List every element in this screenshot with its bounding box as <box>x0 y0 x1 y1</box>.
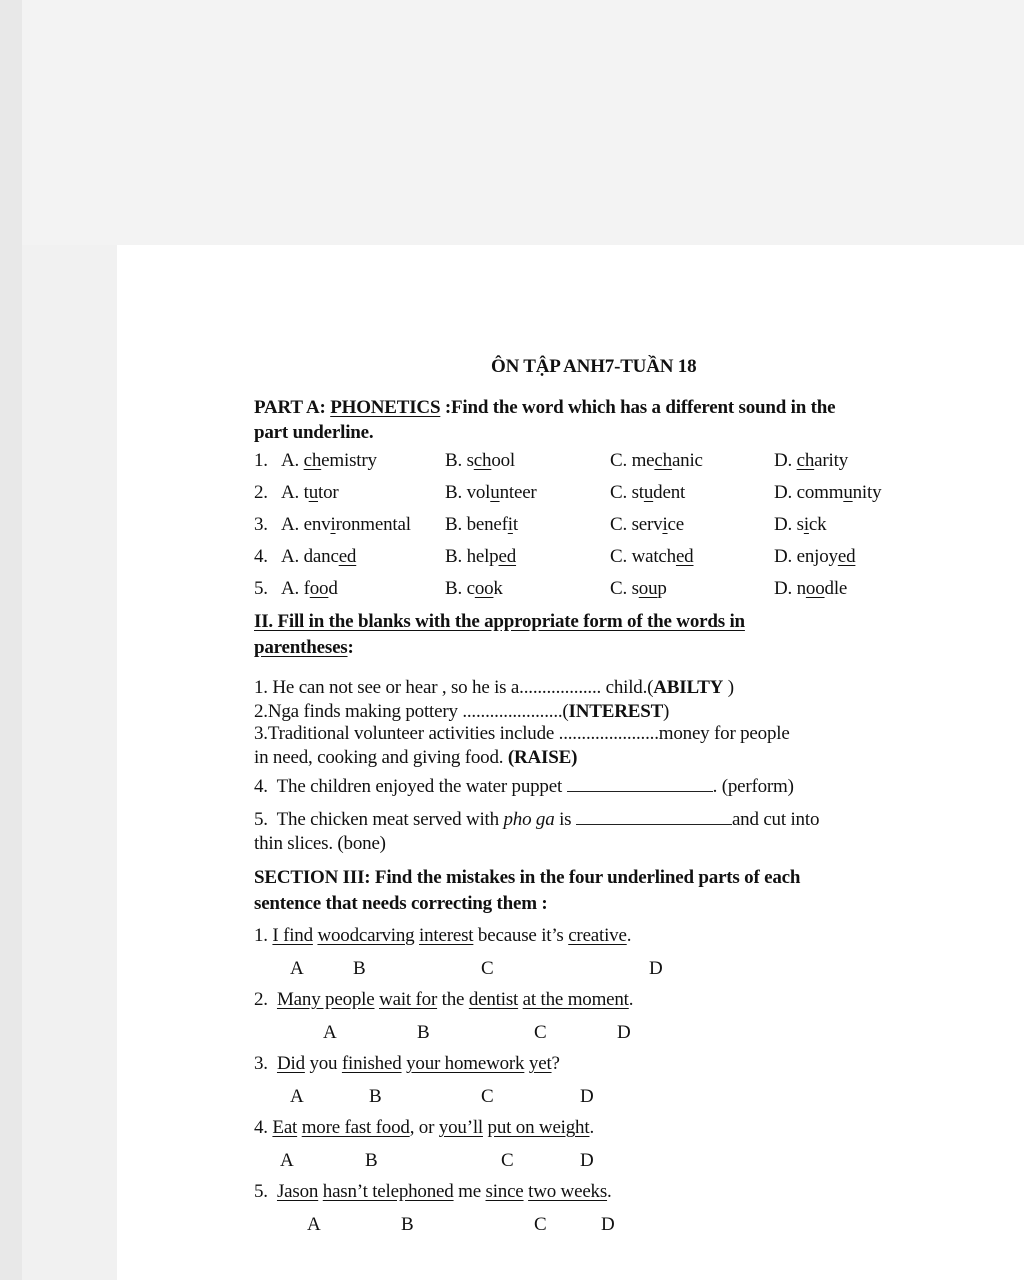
option-b: B. benefit <box>445 514 518 535</box>
option-d: D. enjoyed <box>774 546 856 567</box>
choice-b-label: B <box>417 1022 430 1043</box>
worksheet-page <box>117 245 1024 1280</box>
choice-c-label: C <box>534 1214 547 1235</box>
part-a-heading <box>254 397 835 419</box>
section-iii-heading-cont: sentence that needs correcting them : <box>254 893 548 914</box>
row-number: 4. <box>254 546 268 567</box>
mistake-sentence-1: 1. I find woodcarving interest because it’s creative. <box>254 925 632 946</box>
option-a: A. chemistry <box>281 450 377 471</box>
choice-a-label: A <box>290 1086 304 1107</box>
option-c: C. student <box>610 482 686 503</box>
choice-d-label: D <box>649 958 663 979</box>
option-b: B. school <box>445 450 516 471</box>
option-d: D. noodle <box>774 578 848 599</box>
answer-blank <box>576 808 732 825</box>
row-number: 3. <box>254 514 268 535</box>
fill-question-3: 3.Traditional volunteer activities include ......................money for people <box>254 723 790 744</box>
choice-c-label: C <box>501 1150 514 1171</box>
top-blank-area <box>22 0 1024 245</box>
fill-question-3-cont: in need, cooking and giving food. (RAISE) <box>254 747 578 768</box>
choice-b-label: B <box>365 1150 378 1171</box>
choice-b-label: B <box>353 958 366 979</box>
option-a: A. environmental <box>281 514 411 535</box>
part-a-instruction-cont: part underline. <box>254 422 374 443</box>
left-margin-strip <box>0 0 22 1280</box>
part-a-instruction: :Find the word which has a different sound in the <box>440 397 836 418</box>
mistake-sentence-3: 3. Did you finished your homework yet? <box>254 1053 560 1074</box>
part-a-label: PART A: <box>254 397 331 418</box>
row-number: 5. <box>254 578 268 599</box>
choice-a-label: A <box>323 1022 337 1043</box>
row-number: 1. <box>254 450 268 471</box>
part-ii-heading-cont: parentheses: <box>254 637 354 658</box>
option-a: A. food <box>281 578 338 599</box>
option-b: B. volunteer <box>445 482 537 503</box>
choice-d-label: D <box>601 1214 615 1235</box>
fill-question-2: 2.Nga finds making pottery ......................(INTEREST) <box>254 701 670 722</box>
option-b: B. helped <box>445 546 517 567</box>
part-ii-heading: II. Fill in the blanks with the appropriate form of the words in <box>254 611 745 632</box>
mistake-sentence-5: 5. Jason hasn’t telephoned me since two weeks. <box>254 1181 612 1202</box>
answer-blank <box>567 775 713 792</box>
row-number: 2. <box>254 482 268 503</box>
choice-d-label: D <box>580 1086 594 1107</box>
option-d: D. charity <box>774 450 848 471</box>
option-c: C. soup <box>610 578 667 599</box>
choice-d-label: D <box>617 1022 631 1043</box>
option-d: D. community <box>774 482 882 503</box>
choice-a-label: A <box>280 1150 294 1171</box>
fill-question-5-cont: thin slices. (bone) <box>254 833 386 854</box>
choice-a-label: A <box>290 958 304 979</box>
option-c: C. mechanic <box>610 450 703 471</box>
option-a: A. tutor <box>281 482 339 503</box>
choice-a-label: A <box>307 1214 321 1235</box>
section-iii-heading: SECTION III: Find the mistakes in the four underlined parts of each <box>254 867 801 888</box>
option-c: C. service <box>610 514 684 535</box>
part-a-title: PHONETICS <box>330 397 441 418</box>
option-c: C. watched <box>610 546 694 567</box>
fill-question-4: 4. The children enjoyed the water puppet . (perform) <box>254 776 794 797</box>
mistake-sentence-4: 4. Eat more fast food, or you’ll put on weight. <box>254 1117 595 1138</box>
choice-c-label: C <box>534 1022 547 1043</box>
page-title: ÔN TẬP ANH7-TUẦN 18 <box>491 356 697 377</box>
choice-d-label: D <box>580 1150 594 1171</box>
fill-question-1: 1. He can not see or hear , so he is a.................. child.(ABILTY ) <box>254 677 734 698</box>
option-d: D. sick <box>774 514 827 535</box>
option-b: B. cook <box>445 578 503 599</box>
mistake-sentence-2: 2. Many people wait for the dentist at the moment. <box>254 989 634 1010</box>
option-a: A. danced <box>281 546 357 567</box>
choice-c-label: C <box>481 1086 494 1107</box>
choice-b-label: B <box>369 1086 382 1107</box>
fill-question-5: 5. The chicken meat served with pho ga is and cut into <box>254 809 820 830</box>
choice-c-label: C <box>481 958 494 979</box>
choice-b-label: B <box>401 1214 414 1235</box>
